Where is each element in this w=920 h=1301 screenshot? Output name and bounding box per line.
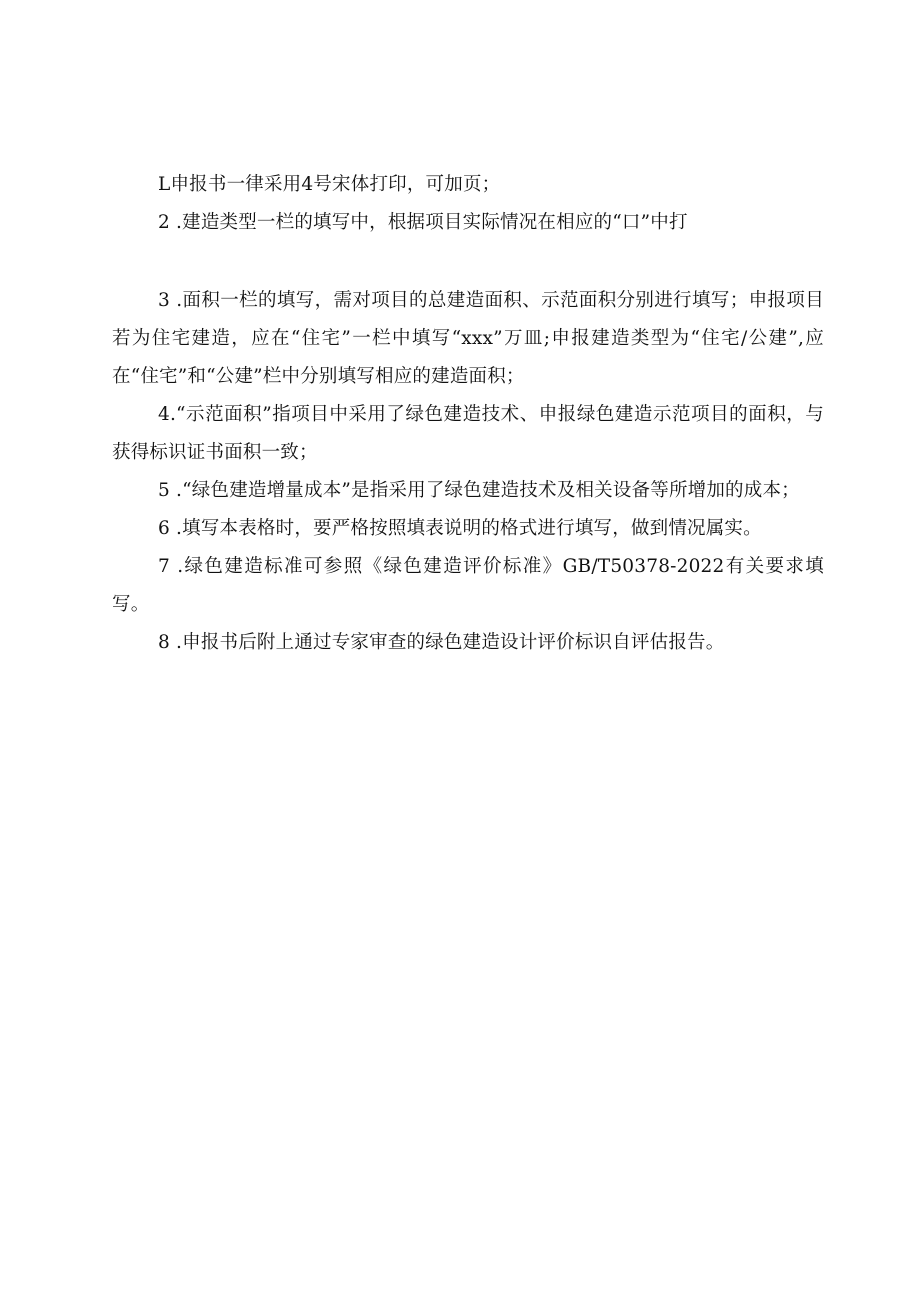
- instruction-item-4: 4.“示范面积”指项目中采用了绿色建造技术、申报绿色建造示范项目的面积，与获得标识证书面积一致；: [112, 404, 824, 463]
- instructions-list: [112, 166, 824, 662]
- instruction-item-5: 5 .“绿色建造增量成本”是指采用了绿色建造技术及相关设备等所增加的成本；: [158, 480, 800, 501]
- instruction-item-2: 2 .建造类型一栏的填写中，根据项目实际情况在相应的“口”中打: [158, 212, 688, 233]
- instruction-item-3: 3 .面积一栏的填写，需对项目的总建造面积、示范面积分别进行填写；申报项目若为住宅建造，应在“住宅”一栏中填写“xxx”万皿;申报建造类型为“住宅/公建”,应在“住宅”和“公建”栏中分别填写相应的建造面积；: [112, 290, 824, 387]
- instruction-item-7: 7 .绿色建造标准可参照《绿色建造评价标准》GB/T50378-2022有关要求填写。: [112, 556, 824, 615]
- instruction-item-8: 8 .申报书后附上通过专家审查的绿色建造设计评价标识自评估报告。: [158, 632, 725, 653]
- instruction-item-6: 6 .填写本表格时，要严格按照填表说明的格式进行填写，做到情况属实。: [158, 518, 762, 539]
- instruction-item-1: L申报书一律采用4号宋体打印，可加页；: [158, 174, 501, 195]
